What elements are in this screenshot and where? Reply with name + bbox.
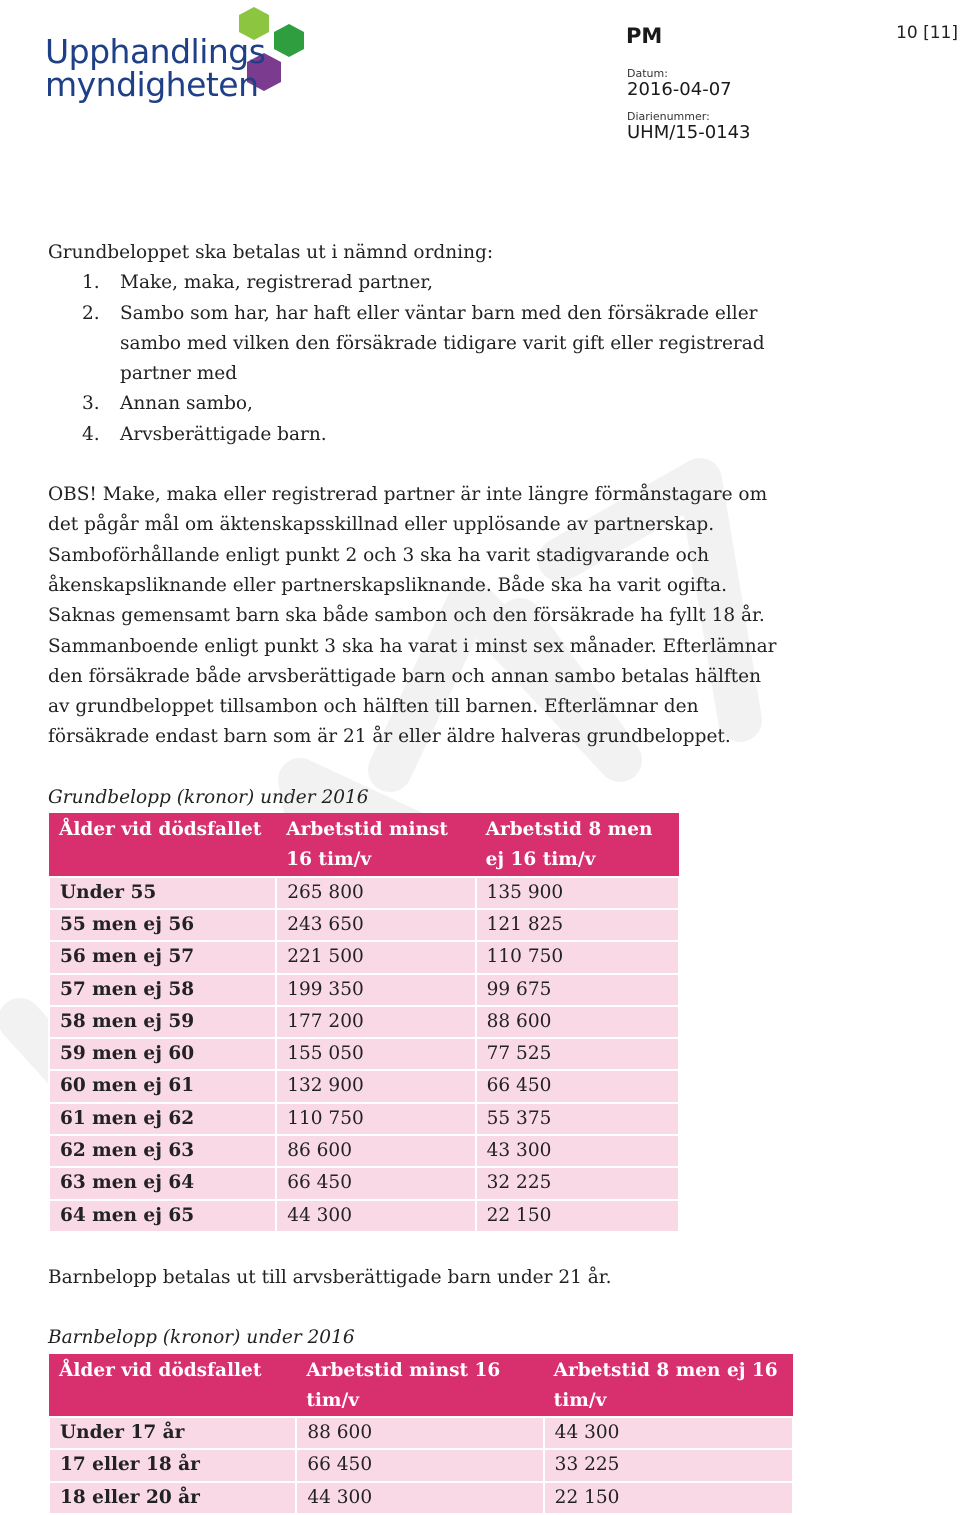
age-cell: Under 17 år <box>49 1417 296 1449</box>
amount-cell: 265 800 <box>276 877 475 909</box>
amount-cell: 44 300 <box>544 1417 793 1449</box>
table-row <box>49 877 679 909</box>
age-cell: 62 men ej 63 <box>49 1135 276 1167</box>
age-cell: 61 men ej 62 <box>49 1103 276 1135</box>
column-header-8to16: Arbetstid 8 men ej 16 tim/v <box>476 813 679 877</box>
list-item <box>48 389 928 419</box>
column-header-8to16: Arbetstid 8 men ej 16 tim/v <box>544 1354 793 1418</box>
age-cell: 64 men ej 65 <box>49 1200 276 1232</box>
reg-number-label: Diarienummer: <box>627 110 710 123</box>
table2-caption: Barnbelopp (kronor) under 2016 <box>48 1327 355 1349</box>
list-item <box>48 420 928 450</box>
table-row <box>49 1135 679 1167</box>
amount-cell: 22 150 <box>476 1200 679 1232</box>
amount-cell: 110 750 <box>476 941 679 973</box>
amount-cell: 77 525 <box>476 1038 679 1070</box>
amount-cell: 66 450 <box>296 1449 543 1481</box>
order-list <box>48 268 928 450</box>
amount-cell: 177 200 <box>276 1006 475 1038</box>
intro-text: Grundbeloppet ska betalas ut i nämnd ordning: <box>48 242 494 263</box>
logo-text-line2: myndigheten <box>45 65 259 104</box>
age-cell: 17 eller 18 år <box>49 1449 296 1481</box>
list-text: Sambo som har, har haft eller väntar barn med den försäkrade eller sambo med vilken den försäkrade tidigare varit gift eller registrerad partner med <box>120 302 765 385</box>
table-row <box>49 1167 679 1199</box>
table1-caption: Grundbelopp (kronor) under 2016 <box>48 786 369 808</box>
age-cell: Under 55 <box>49 877 276 909</box>
doc-type: PM <box>626 24 663 48</box>
table-row <box>49 1006 679 1038</box>
amount-cell: 44 300 <box>296 1482 543 1514</box>
table-row <box>49 941 679 973</box>
date-value: 2016-04-07 <box>627 79 732 100</box>
amount-cell: 86 600 <box>276 1135 475 1167</box>
agency-logo <box>45 5 315 105</box>
amount-cell: 22 150 <box>544 1482 793 1514</box>
logo-text-line1: Upphandlings <box>45 32 266 71</box>
amount-cell: 43 300 <box>476 1135 679 1167</box>
amount-cell: 221 500 <box>276 941 475 973</box>
amount-cell: 135 900 <box>476 877 679 909</box>
age-cell: 60 men ej 61 <box>49 1070 276 1102</box>
list-text: Arvsberättigade barn. <box>120 423 327 445</box>
list-text: Make, maka, registrerad partner, <box>120 272 434 294</box>
reg-number-value: UHM/15-0143 <box>627 122 751 143</box>
table-row <box>49 974 679 1006</box>
hex-dark-green <box>274 24 304 57</box>
table-row <box>49 909 679 941</box>
table-header-row <box>49 1354 793 1418</box>
amount-cell: 44 300 <box>276 1200 475 1232</box>
age-cell: 63 men ej 64 <box>49 1167 276 1199</box>
amount-cell: 66 450 <box>476 1070 679 1102</box>
age-cell: 59 men ej 60 <box>49 1038 276 1070</box>
age-cell: 56 men ej 57 <box>49 941 276 973</box>
table-row <box>49 1038 679 1070</box>
amount-cell: 155 050 <box>276 1038 475 1070</box>
table-header-row <box>49 813 679 877</box>
list-number: 1. <box>82 272 100 294</box>
table-row <box>49 1449 793 1481</box>
list-number: 2. <box>82 302 100 324</box>
age-cell: 57 men ej 58 <box>49 974 276 1006</box>
table-row <box>49 1417 793 1449</box>
barnbelopp-table <box>48 1354 794 1515</box>
page-number: 10 [11] <box>896 23 958 43</box>
age-cell: 58 men ej 59 <box>49 1006 276 1038</box>
document-body <box>48 238 928 1515</box>
list-number: 4. <box>82 423 100 445</box>
amount-cell: 88 600 <box>296 1417 543 1449</box>
amount-cell: 55 375 <box>476 1103 679 1135</box>
age-cell: 55 men ej 56 <box>49 909 276 941</box>
amount-cell: 33 225 <box>544 1449 793 1481</box>
grundbelopp-table <box>48 813 680 1233</box>
amount-cell: 99 675 <box>476 974 679 1006</box>
list-text: Annan sambo, <box>120 393 253 415</box>
amount-cell: 66 450 <box>276 1167 475 1199</box>
column-header-min16: Arbetstid minst 16 tim/v <box>296 1354 543 1418</box>
date-label: Datum: <box>627 67 668 80</box>
table-row <box>49 1200 679 1232</box>
age-cell: 18 eller 20 år <box>49 1482 296 1514</box>
barn-note: Barnbelopp betalas ut till arvsberättigade barn under 21 år. <box>48 1266 612 1288</box>
list-number: 3. <box>82 393 100 415</box>
amount-cell: 132 900 <box>276 1070 475 1102</box>
column-header-age: Ålder vid dödsfallet <box>49 1354 296 1418</box>
column-header-age: Ålder vid dödsfallet <box>49 813 276 877</box>
list-item <box>48 268 928 298</box>
column-header-min16: Arbetstid minst 16 tim/v <box>276 813 475 877</box>
amount-cell: 199 350 <box>276 974 475 1006</box>
amount-cell: 88 600 <box>476 1006 679 1038</box>
amount-cell: 110 750 <box>276 1103 475 1135</box>
amount-cell: 243 650 <box>276 909 475 941</box>
table-row <box>49 1103 679 1135</box>
amount-cell: 32 225 <box>476 1167 679 1199</box>
obs-paragraph: OBS! Make, maka eller registrerad partner är inte längre förmånstagare om det pågår mål om äktenskapsskillnad eller upplösande av partnerskap. Samboförhållande enligt punkt 2 och 3 ska ha varit stadigvarande och åkenskapsliknande eller partnerskapsliknande. Både ska ha varit ogifta. Saknas gemensamt barn ska både sambon och den försäkrade ha fyllt 18 år. Sammanboende enligt punkt 3 ska ha varat i minst sex månader. Efterlämnar den försäkrade både arvsberättigade barn och annan sambo betalas hälften av grundbeloppet tillsambon och hälften till barnen. Efterlämnar den försäkrade endast barn som är 21 år eller äldre halveras grundbeloppet. <box>48 484 777 748</box>
table-row <box>49 1070 679 1102</box>
list-item <box>48 299 810 390</box>
amount-cell: 121 825 <box>476 909 679 941</box>
table-row <box>49 1482 793 1514</box>
